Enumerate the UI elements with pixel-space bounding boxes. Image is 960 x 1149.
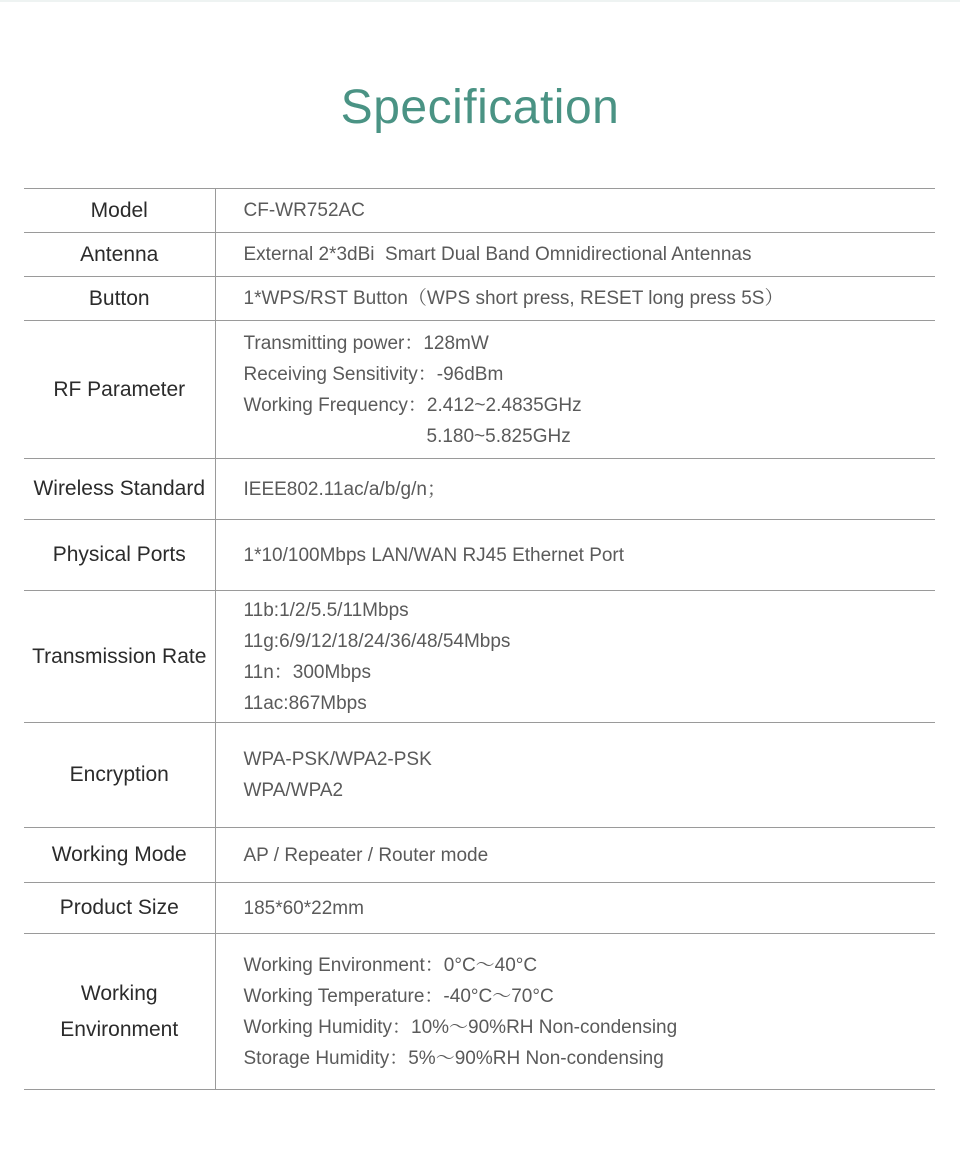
row-label-line: Working	[80, 981, 158, 1005]
row-label: Antenna	[24, 233, 215, 277]
value-line: AP / Repeater / Router mode	[243, 844, 489, 866]
row-value	[215, 883, 935, 934]
table-row-encryption	[24, 723, 935, 828]
value-line: CF-WR752AC	[243, 200, 365, 221]
value-line: 1*10/100Mbps LAN/WAN RJ45 Ethernet Port	[243, 544, 625, 566]
value-line: Storage Humidity：5%～90%RH Non-condensing	[243, 1047, 664, 1069]
value-line: 11n：300Mbps	[243, 661, 371, 683]
row-value	[215, 828, 935, 883]
value-line: 5.180~5.825GHz	[426, 425, 571, 447]
row-label: Physical Ports	[24, 520, 215, 591]
value-line: Transmitting power：128mW	[243, 332, 489, 354]
value-line: 1*WPS/RST Button（WPS short press, RESET long press 5S）	[243, 288, 784, 309]
row-value	[215, 934, 935, 1090]
row-label: Transmission Rate	[24, 591, 215, 723]
value-line: Receiving Sensitivity：-96dBm	[243, 363, 504, 385]
table-row-model	[24, 189, 935, 233]
table-row-product-size	[24, 883, 935, 934]
value-line: Working Temperature：-40°C～70°C	[243, 985, 554, 1007]
row-value	[215, 459, 935, 520]
row-label-line: Environment	[60, 1017, 179, 1041]
row-value	[215, 321, 935, 459]
value-line: 185*60*22mm	[243, 897, 364, 919]
specification-table	[24, 188, 935, 1090]
row-label: Wireless Standard	[24, 459, 215, 520]
table-row-rf-parameter	[24, 321, 935, 459]
table-row-working-mode	[24, 828, 935, 883]
row-label: Encryption	[24, 723, 215, 828]
row-value	[215, 277, 935, 321]
row-value	[215, 189, 935, 233]
value-line: 11g:6/9/12/18/24/36/48/54Mbps	[243, 630, 511, 652]
value-line: External 2*3dBi Smart Dual Band Omnidirectional Antennas	[243, 244, 752, 265]
table-row-antenna	[24, 233, 935, 277]
value-line: WPA/WPA2	[243, 780, 344, 801]
value-line: Working Frequency：2.412~2.4835GHz	[243, 394, 582, 416]
table-row-wireless-standard	[24, 459, 935, 520]
row-value	[215, 233, 935, 277]
row-label	[24, 934, 215, 1090]
table-row-physical-ports	[24, 520, 935, 591]
row-label: RF Parameter	[24, 321, 215, 459]
row-value	[215, 723, 935, 828]
value-line: IEEE802.11ac/a/b/g/n；	[243, 478, 446, 500]
row-label: Product Size	[24, 883, 215, 934]
value-line: Working Environment：0°C～40°C	[243, 954, 538, 976]
table-row-working-environment	[24, 934, 935, 1090]
value-line: WPA-PSK/WPA2-PSK	[243, 749, 432, 770]
value-line: Working Humidity：10%～90%RH Non-condensing	[243, 1016, 678, 1038]
row-value	[215, 520, 935, 591]
value-line: 11ac:867Mbps	[243, 692, 367, 714]
row-value	[215, 591, 935, 723]
row-label: Model	[24, 189, 215, 233]
value-line: 11b:1/2/5.5/11Mbps	[243, 599, 409, 621]
table-row-button	[24, 277, 935, 321]
table-row-transmission-rate	[24, 591, 935, 723]
page-title: Specification	[340, 81, 620, 134]
top-divider	[0, 0, 960, 2]
row-label: Button	[24, 277, 215, 321]
row-label: Working Mode	[24, 828, 215, 883]
